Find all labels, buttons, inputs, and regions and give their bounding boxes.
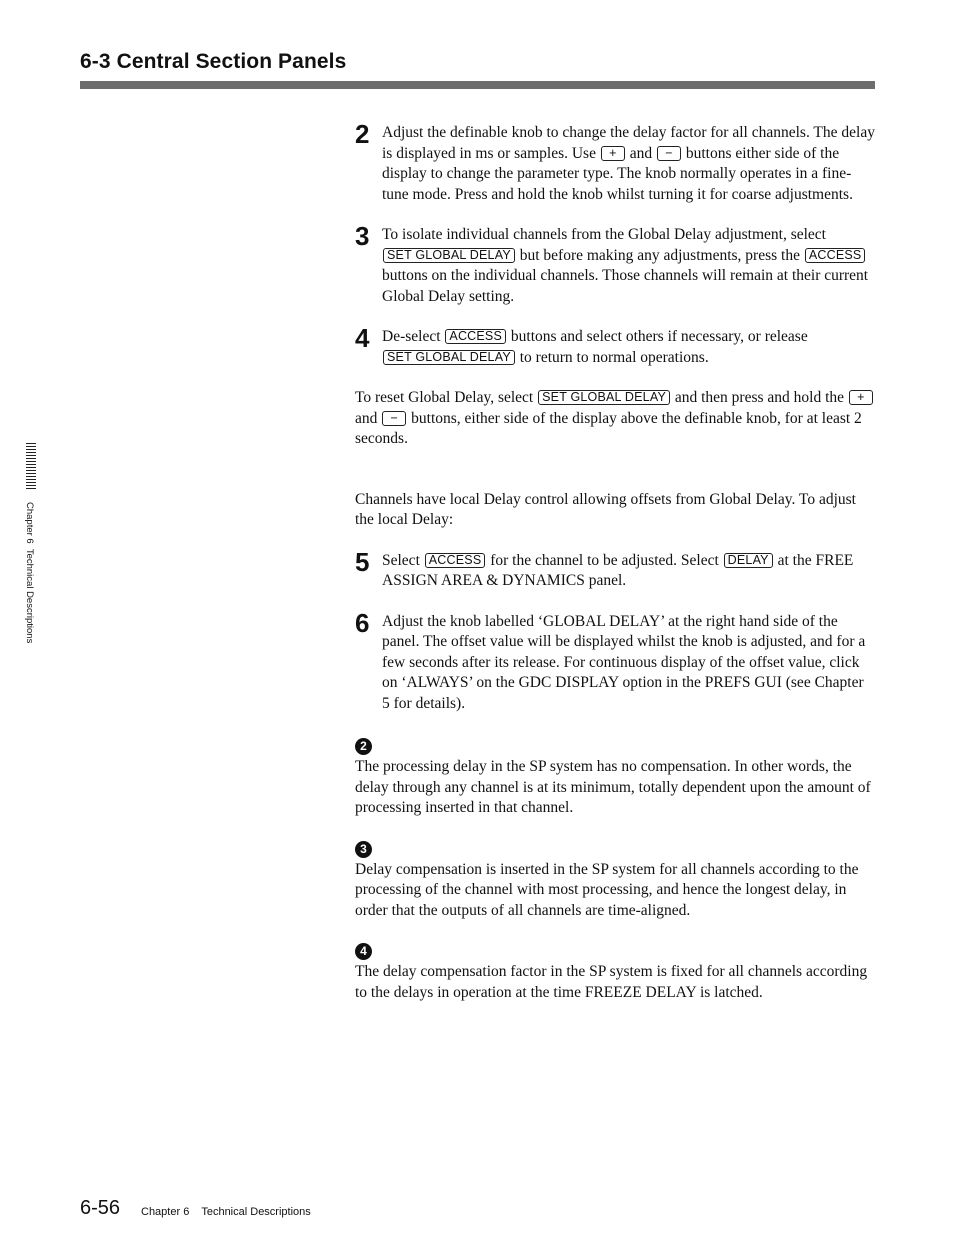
local-delay-paragraph: Channels have local Delay control allowing offsets from Global Delay. To adjust the local Delay: bbox=[355, 490, 856, 528]
step-number: 3 bbox=[355, 221, 370, 251]
step-text: De-select bbox=[382, 328, 445, 345]
reset-global-delay-paragraph bbox=[355, 388, 875, 450]
mode-description: Delay compensation is inserted in the SP system for all channels according to the processing of the channel with most processing, and hence the longest delay, in order that the outputs of all channels are time-aligned. bbox=[355, 860, 859, 919]
mode-number-badge: 4 bbox=[355, 943, 372, 960]
step-text: at the FREE ASSIGN AREA & DYNAMICS panel. bbox=[382, 551, 854, 589]
step-text: and bbox=[625, 144, 656, 162]
step-number: 4 bbox=[355, 323, 370, 353]
mode-2-block bbox=[355, 736, 875, 819]
mode-3-block bbox=[355, 839, 875, 922]
minus-button-key: − bbox=[382, 411, 406, 426]
plus-button-key: + bbox=[849, 390, 873, 405]
step-text: buttons either side of the display to change the parameter type. The knob normally operates in a fine-tune mode. Press and hold the knob whilst turning it for coarse adjustments. bbox=[382, 144, 853, 203]
mode-number-badge: 2 bbox=[355, 738, 372, 755]
access-key: ACCESS bbox=[445, 329, 506, 344]
chapter-tab-marker bbox=[26, 443, 36, 490]
set-global-delay-key: SET GLOBAL DELAY bbox=[383, 350, 515, 365]
step-6 bbox=[355, 607, 875, 715]
plus-button-key: + bbox=[601, 146, 625, 161]
step-text: buttons on the individual channels. Those channels will remain at their current Global Delay setting. bbox=[382, 267, 869, 305]
section-title: 6-3 Central Section Panels bbox=[80, 50, 347, 73]
page-number: 6-56 bbox=[80, 1197, 121, 1219]
main-content bbox=[355, 119, 875, 1023]
mode-description: The processing delay in the SP system has no compensation. In other words, the delay through any channel is at its minimum, totally dependent upon the amount of processing inserted in that channel. bbox=[355, 758, 871, 816]
access-key: ACCESS bbox=[425, 553, 486, 568]
para-text: and then press and hold the bbox=[670, 389, 848, 406]
set-global-delay-key: SET GLOBAL DELAY bbox=[383, 248, 515, 263]
title-rule bbox=[80, 81, 875, 89]
step-text: to return to normal operations. bbox=[515, 348, 709, 366]
step-text: for the channel to be adjusted. Select bbox=[486, 551, 723, 569]
mode-description: The delay compensation factor in the SP system is fixed for all channels according to the delays in operation at the time FREEZE DELAY is latched. bbox=[355, 963, 868, 1001]
step-text: Select bbox=[382, 551, 424, 569]
step-5 bbox=[355, 546, 875, 592]
mode-4-block bbox=[355, 941, 875, 1003]
step-text: Adjust the definable knob to change the delay factor for all channels. The delay is displayed in ms or samples. Use bbox=[382, 124, 875, 162]
step-4 bbox=[355, 323, 875, 368]
footer-chapter-label: Chapter 6 Technical Descriptions bbox=[141, 1206, 311, 1218]
delay-key: DELAY bbox=[724, 553, 773, 568]
step-3 bbox=[355, 221, 875, 307]
chapter-side-label: Chapter 6 Technical Descriptions bbox=[24, 502, 35, 644]
para-text: and bbox=[355, 409, 382, 427]
step-number: 6 bbox=[355, 607, 370, 638]
access-key: ACCESS bbox=[805, 248, 866, 263]
para-text: To reset Global Delay, select bbox=[355, 389, 538, 406]
step-text: Adjust the knob labelled ‘GLOBAL DELAY’ at the right hand side of the panel. The offset value will be displayed whilst the knob is adjusted, and for a few seconds after its release. For continuous display of the offset value, click on ‘ALWAYS’ on the GDC DISPLAY option in the PREFS GUI (see Chapter 5 for details). bbox=[382, 612, 866, 712]
mode-number-badge: 3 bbox=[355, 841, 372, 858]
step-number: 2 bbox=[355, 119, 370, 149]
set-global-delay-key: SET GLOBAL DELAY bbox=[538, 390, 670, 405]
step-text: To isolate individual channels from the Global Delay adjustment, select bbox=[382, 226, 826, 243]
para-text: buttons, either side of the display above the definable knob, for at least 2 seconds. bbox=[355, 409, 862, 447]
step-2 bbox=[355, 119, 875, 205]
step-text: but before making any adjustments, press the bbox=[515, 246, 804, 264]
minus-button-key: − bbox=[657, 146, 681, 161]
step-text: buttons and select others if necessary, or release bbox=[507, 328, 808, 345]
step-number: 5 bbox=[355, 546, 370, 577]
